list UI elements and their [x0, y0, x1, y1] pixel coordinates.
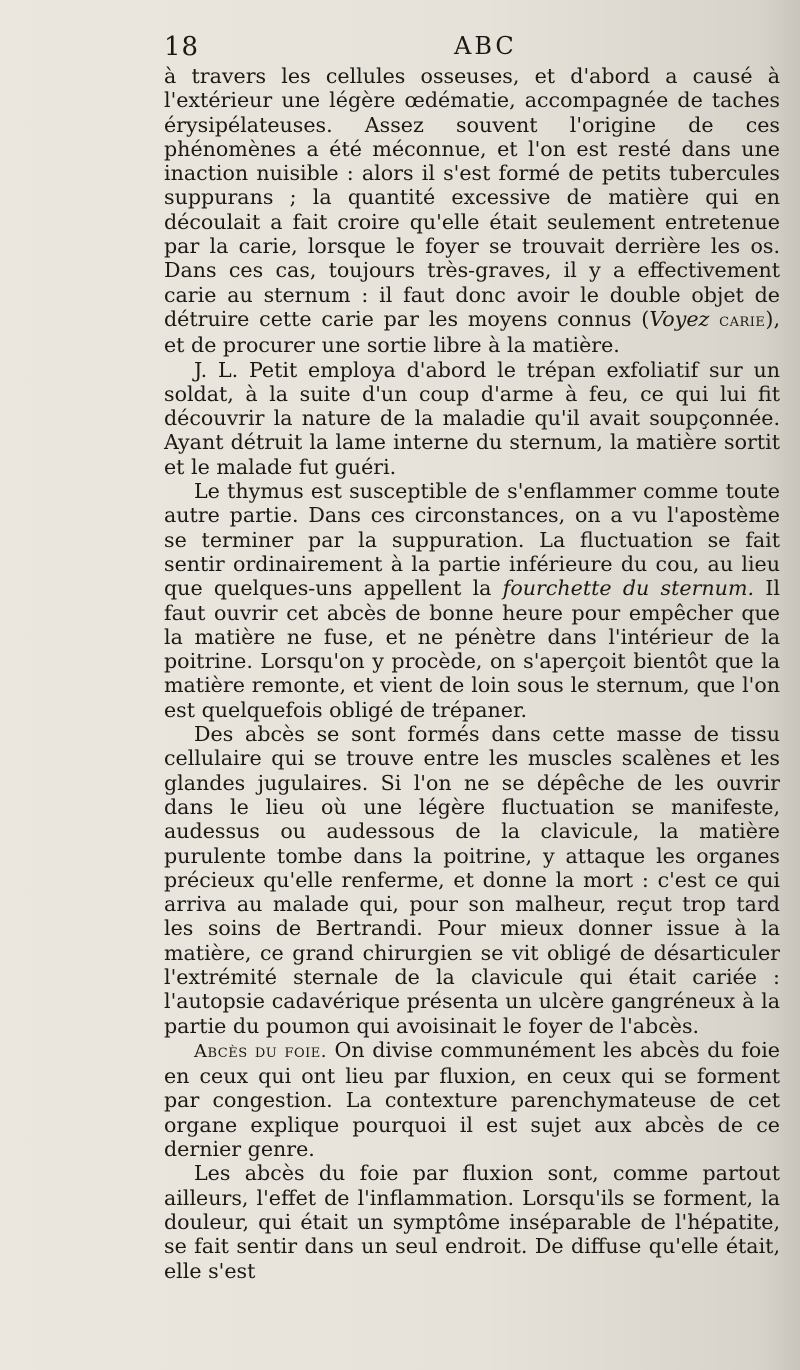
paragraph-3 [164, 479, 780, 722]
paragraph-1 [164, 64, 780, 358]
voyez-reference: Voyez [649, 306, 710, 331]
page-number: 18 [164, 32, 200, 62]
paragraph-2: J. L. Petit employa d'abord le trépan exfoliatif sur un soldat, à la suite d'un coup d'arme à feu, ce qui lui fit découvrir la nature de la maladie qu'il avait soupçonnée. Ayant détruit la lame interne du sternum, la matière sortit et le malade fut guéri. [164, 357, 780, 479]
paragraph-4: Des abcès se sont formés dans cette masse de tissu cellulaire qui se trouve entre les muscles scalènes et les glandes jugulaires. Si l'on ne se dépêche de les ouvrir dans le lieu où une légère fluctuation se manifeste, audessus ou audessous de la clavicule, la matière purulente tombe dans la poitrine, y attaque les organes précieux qu'elle renferme, et donne la mort : c'est ce qui arriva au malade qui, pour son malheur, reçut trop tard les soins de Bertrandi. Pour mieux donner issue à la matière, ce grand chirurgien se vit obligé de désarticuler l'extrémité sternale de la clavicule qui était cariée : l'autopsie cadavérique présenta un ulcère gangréneux à la partie du poumon qui avoisinait le foyer de l'abcès. [164, 722, 780, 1038]
paragraph-5 [164, 1038, 780, 1161]
paragraph-6: Les abcès du foie par fluxion sont, comme partout ailleurs, l'effet de l'inflammation. Lorsqu'ils se forment, la douleur, qui était un symptôme inséparable de l'hépatite, se fait sentir dans un seul endroit. De diffuse qu'elle était, elle s'est [164, 1161, 780, 1283]
body-text [164, 64, 780, 1283]
fourchette-term: fourchette du sternum. [502, 576, 755, 601]
running-head: ABC [454, 32, 517, 60]
paragraph-5-text: On divise communément les abcès du foie en ceux qui ont lieu par fluxion, en ceux qui se forment par congestion. La contexture parenchymateuse de cet organe explique pourquoi il est sujet aux abcès de ce dernier genre. [164, 1037, 780, 1162]
paragraph-3-text-a: Le thymus est susceptible de s'enflammer comme toute autre partie. Dans ces circonstances, on a vu l'apostème se terminer par la suppuration. La fluctuation se fait sentir ordinairement à la partie inférieure du cou, au lieu que quelques-uns appellent la [164, 479, 780, 601]
paragraph-1-text: à travers les cellules osseuses, et d'abord a causé à l'extérieur une légère œdématie, accompagnée de taches érysipélateuses. Assez souvent l'origine de ces phénomènes a été méconnue, et l'on est resté dans une inaction nuisible : alors il s'est formé de petits tubercules suppurans ; la quantité excessive de matière qui en découlait a fait croire qu'elle était seulement entretenue par la carie, lorsque le foyer se trouvait derrière les os. Dans ces cas, toujours très-graves, il y a effectivement carie au sternum : il faut donc avoir le double objet de détruire cette carie par les moyens connus ( [164, 64, 780, 331]
paragraph-3-text-b: Il faut ouvrir cet abcès de bonne heure pour empêcher que la matière ne fuse, et ne pénètre dans l'intérieur de la poitrine. Lorsqu'on y procède, on s'aperçoit bientôt que la matière remonte, et vient de loin sous le sternum, que l'on est quelquefois obligé de trépaner. [164, 576, 781, 722]
section-heading-abces-du-foie: Abcès du foie. [194, 1040, 327, 1062]
paragraph-1-end: ), et de procurer une sortie libre à la matière. [164, 306, 781, 358]
carie-reference: carie [719, 309, 766, 331]
page-header [164, 32, 786, 66]
